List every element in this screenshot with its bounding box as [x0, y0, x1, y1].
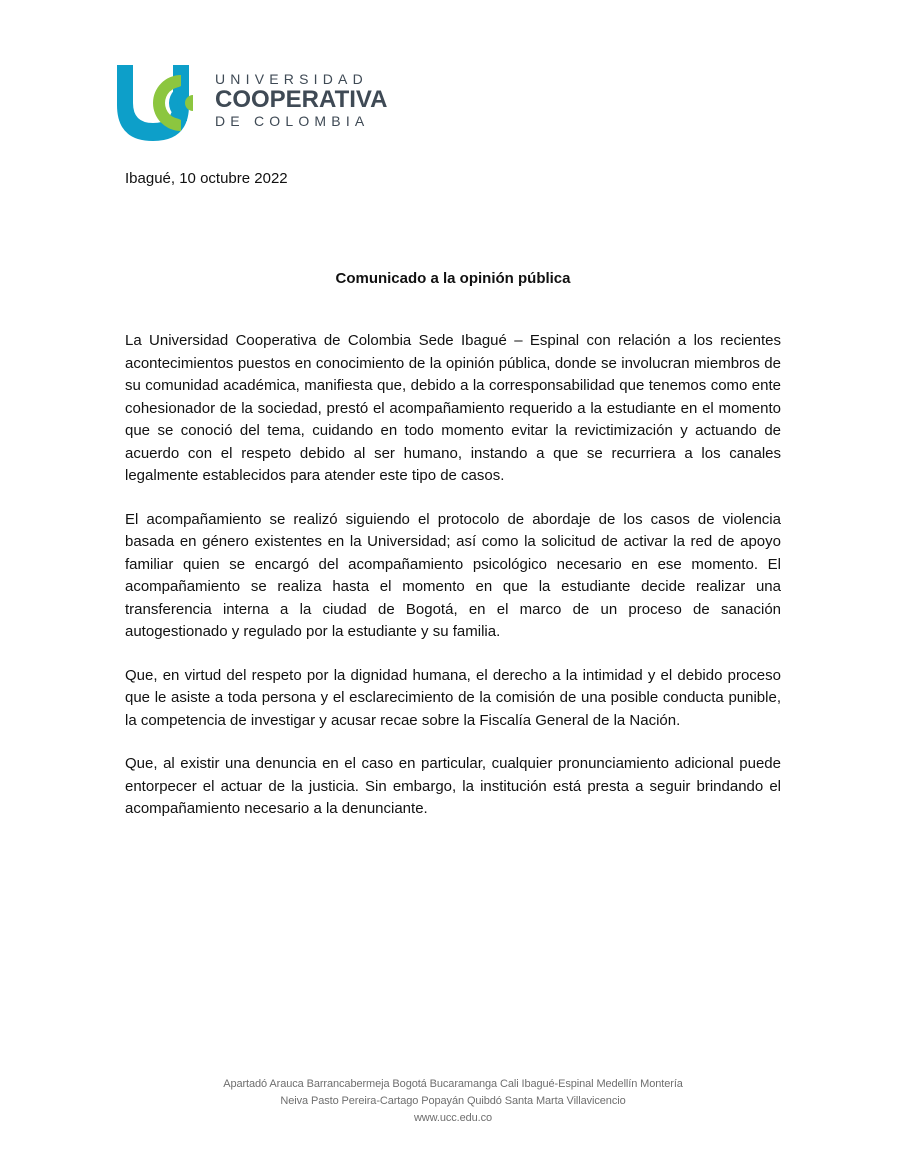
- logo-text-de-colombia: DE COLOMBIA: [215, 113, 370, 129]
- paragraph-1: La Universidad Cooperativa de Colombia Sede Ibagué – Espinal con relación a los recientes acontecimientos puestos en conocimiento de la opinión pública, donde se involucran miembros de su comunidad académica, manifiesta que, debido a la corresponsabilidad que tenemos como ente cohesionador de la sociedad, prestó el acompañamiento requerido a la estudiante en el momento que se conoció del tema, cuidando en todo momento evitar la revictimización y actuando de acuerdo con el respeto debido al ser humano, instando a que se recurriera a los canales legalmente establecidos para atender este tipo de casos.: [125, 332, 781, 484]
- paragraph-3: Que, en virtud del respeto por la dignidad humana, el derecho a la intimidad y el debido proceso que le asiste a toda persona y el esclarecimiento de la comisión de una posible conducta punible, la competencia de investigar y acusar recae sobre la Fiscalía General de la Nación.: [125, 666, 781, 729]
- footer: [153, 1076, 753, 1127]
- document-title: Comunicado a la opinión pública: [335, 270, 571, 287]
- paragraph-2: El acompañamiento se realizó siguiendo el protocolo de abordaje de los casos de violencia basada en género existentes en la Universidad; así como la solicitud de activar la red de apoyo familiar quien se encargó del acompañamiento psicológico necesario en ese momento. El acompañamiento se realiza hasta el momento en que la estudiante decide realizar una transferencia interna a la ciudad de Bogotá, en el marco de un proceso de sanación autogestionado y regulado por la estudiante y su familia.: [125, 510, 781, 640]
- document-body: [125, 330, 781, 842]
- footer-website: www.ucc.edu.co: [413, 1112, 493, 1124]
- footer-campuses-line-2: Neiva Pasto Pereira-Cartago Popayán Quibdó Santa Marta Villavicencio: [280, 1095, 626, 1107]
- logo-text-universidad: UNIVERSIDAD: [215, 71, 368, 87]
- footer-campuses-line-1: Apartadó Arauca Barrancabermeja Bogotá Bucaramanga Cali Ibagué-Espinal Medellín Montería: [223, 1078, 683, 1090]
- document-date: Ibagué, 10 octubre 2022: [125, 170, 288, 187]
- logo-text-cooperativa: COOPERATIVA: [215, 86, 388, 113]
- paragraph-4: Que, al existir una denuncia en el caso en particular, cualquier pronunciamiento adicional puede entorpecer el actuar de la justicia. Sin embargo, la institución está presta a seguir brindando el acompañamiento necesario a la denunciante.: [125, 755, 781, 817]
- university-logo: [117, 65, 397, 141]
- ucc-logo-mark-icon: [117, 65, 209, 141]
